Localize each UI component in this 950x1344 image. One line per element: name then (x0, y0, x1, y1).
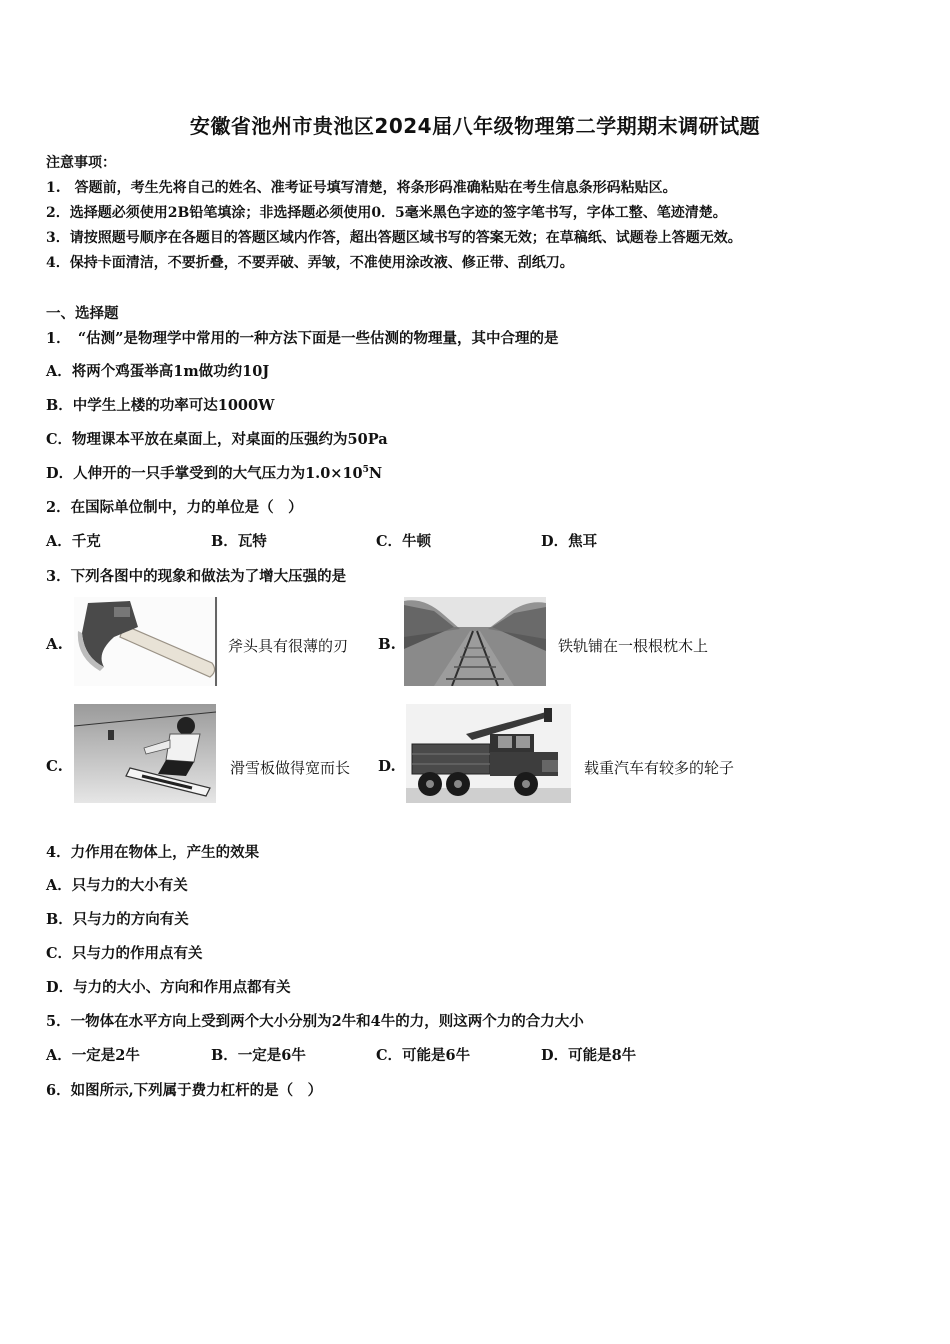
section-heading: 一、选择题 (46, 305, 119, 322)
q3-label-a: A. (46, 635, 63, 653)
q1-stem: 1． “估测”是物理学中常用的一种方法下面是一些估测的物理量，其中合理的是 (46, 330, 559, 347)
q5-options (46, 1044, 636, 1065)
q5-option-b: B．一定是6牛 (211, 1047, 306, 1064)
q1-option-b: B．中学生上楼的功率可达1000W (46, 397, 275, 414)
q2-option-c: C．牛顿 (376, 533, 432, 550)
notice-item-3: 3．请按照题号顺序在各题目的答题区域内作答，超出答题区域书写的答案无效；在草稿纸、试题卷上答题无效。 (46, 230, 742, 246)
q1-option-d-exponent: 5 (362, 465, 369, 476)
q5-option-d: D．可能是8牛 (541, 1047, 637, 1064)
notice-item-4: 4．保持卡面清洁，不要折叠，不要弄破、弄皱，不准使用涂改液、修正带、刮纸刀。 (46, 255, 574, 271)
q4-option-b: B．只与力的方向有关 (46, 911, 189, 928)
q1-option-c: C．物理课本平放在桌面上，对桌面的压强约为50Pa (46, 431, 388, 448)
q3-label-d: D. (378, 757, 396, 775)
q5-stem: 5．一物体在水平方向上受到两个大小分别为2牛和4牛的力，则这两个力的合力大小 (46, 1013, 584, 1030)
notice-item-1: 1. 答题前，考生先将自己的姓名、准考证号填写清楚，将条形码准确粘贴在考生信息条形码粘贴区。 (46, 180, 677, 196)
notice-item-2: 2．选择题必须使用2B铅笔填涂；非选择题必须使用0．5毫米黑色字迹的签字笔书写，字体工整、笔迹清楚。 (46, 205, 727, 221)
truck-image (406, 704, 571, 803)
q2-option-b: B．瓦特 (211, 533, 267, 550)
exam-title: 安徽省池州市贵池区2024届八年级物理第二学期期末调研试题 (189, 114, 761, 138)
q4-option-d: D．与力的大小、方向和作用点都有关 (46, 979, 291, 996)
q2-options (46, 530, 597, 551)
q1-option-d (46, 462, 382, 483)
q5-option-a: A．一定是2牛 (46, 1047, 140, 1064)
q4-option-a: A．只与力的大小有关 (46, 877, 188, 894)
q5-option-c: C．可能是6牛 (376, 1047, 471, 1064)
q3-label-c: C. (46, 757, 63, 775)
q3-caption-c: 滑雪板做得宽而长 (230, 759, 351, 777)
q2-option-d: D．焦耳 (541, 533, 598, 550)
q2-option-a: A．千克 (46, 533, 101, 550)
q3-caption-a: 斧头具有很薄的刃 (228, 637, 349, 655)
snowboard-image (74, 704, 216, 803)
q2-stem: 2．在国际单位制中，力的单位是（ ） (46, 499, 303, 516)
notice-heading: 注意事项： (46, 155, 116, 171)
q1-option-a: A．将两个鸡蛋举高1m做功约10J (46, 363, 270, 380)
q3-stem: 3．下列各图中的现象和做法为了增大压强的是 (46, 568, 347, 585)
q3-caption-d: 载重汽车有较多的轮子 (584, 759, 735, 777)
q1-option-d-text: D．人伸开的一只手掌受到的大气压力为1.0×10 (46, 465, 363, 482)
q3-label-b: B. (378, 635, 396, 653)
q1-option-d-unit: N (368, 465, 383, 482)
q3-caption-b: 铁轨铺在一根根枕木上 (558, 637, 709, 655)
q6-stem: 6．如图所示,下列属于费力杠杆的是（ ） (46, 1082, 323, 1099)
railway-image (404, 597, 546, 686)
q4-stem: 4．力作用在物体上，产生的效果 (46, 844, 260, 861)
q4-option-c: C．只与力的作用点有关 (46, 945, 203, 962)
axe-image (74, 597, 218, 686)
